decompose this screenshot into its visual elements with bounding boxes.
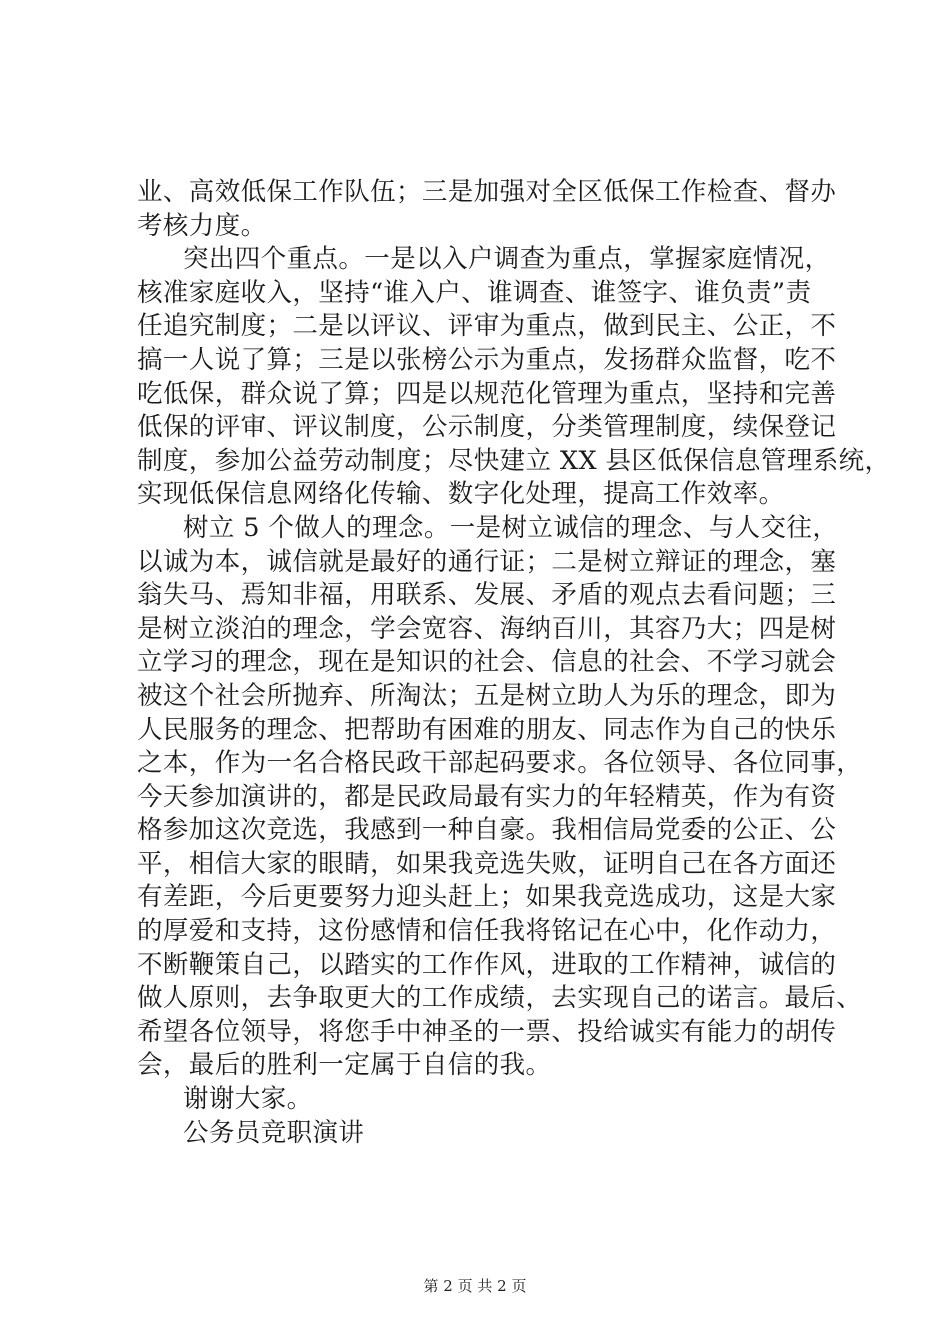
text-line: 不断鞭策自己，以踏实的工作作风，进取的工作精神，诚信的 xyxy=(137,949,837,980)
text-line: 突出四个重点。一是以入户调查为重点，掌握家庭情况， xyxy=(183,244,831,275)
text-line: 制度，参加公益劳动制度；尽快建立 XX 县区低保信息管理系统， xyxy=(137,445,891,476)
text-line: 希望各位领导，将您手中神圣的一票、投给诚实有能力的胡传 xyxy=(137,1016,837,1047)
text-line: 搞一人说了算；三是以张榜公示为重点，发扬群众监督，吃不 xyxy=(137,344,837,375)
text-line: 任追究制度；二是以评议、评审为重点，做到民主、公正，不 xyxy=(137,311,837,342)
text-line: 树立 5 个做人的理念。一是树立诚信的理念、与人交往， xyxy=(183,512,839,543)
text-line: 实现低保信息网络化传输、数字化处理，提高工作效率。 xyxy=(137,479,785,510)
text-line: 低保的评审、评议制度，公示制度，分类管理制度，续保登记 xyxy=(137,412,837,443)
text-line: 被这个社会所抛弃、所淘汰；五是树立助人为乐的理念，即为 xyxy=(137,680,837,711)
text-line: 今天参加演讲的，都是民政局最有实力的年轻精英，作为有资 xyxy=(137,781,837,812)
text-line: 有差距，今后更要努力迎头赶上；如果我竞选成功，这是大家 xyxy=(137,882,837,913)
page-number: 第 2 页 共 2 页 xyxy=(423,1277,527,1295)
text-line: 格参加这次竞选，我感到一种自豪。我相信局党委的公正、公 xyxy=(137,815,837,846)
text-line: 做人原则，去争取更大的工作成绩，去实现自己的诺言。最后、 xyxy=(137,983,863,1014)
text-line: 核准家庭收入，坚持“谁入户、谁调查、谁签字、谁负责”责 xyxy=(137,277,812,308)
text-line: 立学习的理念，现在是知识的社会、信息的社会、不学习就会 xyxy=(137,647,837,678)
text-line: 业、高效低保工作队伍；三是加强对全区低保工作检查、督办 xyxy=(137,177,837,207)
text-line: 会，最后的胜利一定属于自信的我。 xyxy=(137,1050,552,1081)
text-line: 平，相信大家的眼睛，如果我竞选失败，证明自己在各方面还 xyxy=(137,848,837,879)
text-line: 人民服务的理念、把帮助有困难的朋友、同志作为自己的快乐 xyxy=(137,714,837,745)
closing-line: 谢谢大家。 xyxy=(183,1084,313,1115)
text-line: 吃低保，群众说了算；四是以规范化管理为重点，坚持和完善 xyxy=(137,378,837,409)
text-line: 的厚爱和支持，这份感情和信任我将铭记在心中，化作动力， xyxy=(137,916,837,947)
text-line: 是树立淡泊的理念，学会宽容、海纳百川，其容乃大；四是树 xyxy=(137,613,837,644)
text-line: 之本，作为一名合格民政干部起码要求。各位领导、各位同事， xyxy=(137,748,863,779)
document-title-line: 公务员竞职演讲 xyxy=(183,1117,365,1148)
text-line: 翁失马、焉知非福，用联系、发展、矛盾的观点去看问题；三 xyxy=(137,580,837,611)
document-body xyxy=(137,176,891,1150)
text-line: 以诚为本，诚信就是最好的通行证；二是树立辩证的理念，塞 xyxy=(137,546,837,577)
text-line: 考核力度。 xyxy=(137,210,267,241)
